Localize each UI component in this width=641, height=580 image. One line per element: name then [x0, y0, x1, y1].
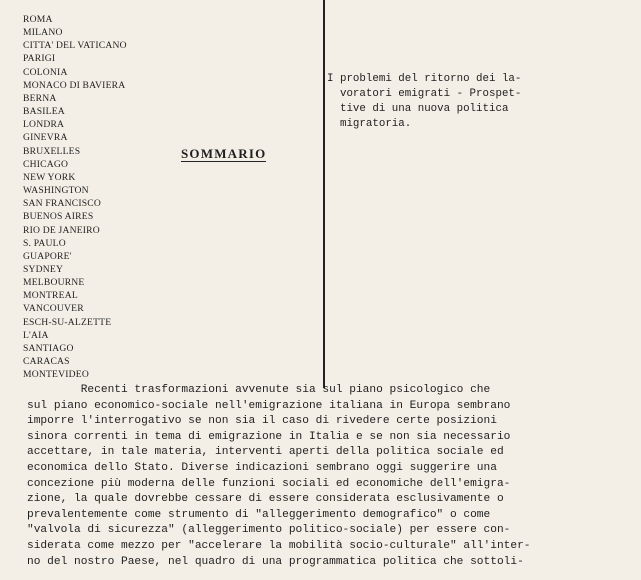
city-item: CARACAS [23, 356, 70, 368]
summary-line: tive di una nuova politica [327, 103, 509, 115]
city-item: ESCH-SU-ALZETTE [23, 316, 112, 328]
city-item: SYDNEY [23, 263, 64, 275]
city-item: SAN FRANCISCO [23, 198, 102, 210]
city-item: ROMA [23, 14, 53, 25]
city-item: VANCOUVER [23, 303, 84, 315]
summary-line: migratoria. [327, 118, 412, 130]
city-item: BERNA [23, 92, 57, 104]
sommario-heading: SOMMARIO [181, 146, 267, 161]
city-item: NEW YORK [23, 171, 76, 183]
body-line: Recenti trasformazioni avvenute sia sul piano psicologico che [27, 384, 491, 396]
body-line: accettare, in tale materia, interventi aperti della politica sociale ed [27, 446, 504, 459]
body-line: concezione più moderna delle funzioni sociali ed economiche dell'emigra- [27, 477, 511, 490]
city-item: MILANO [23, 27, 63, 39]
body-line: no del nostro Paese, nel quadro di una programmatica politica che sottoli- [27, 555, 524, 568]
city-item: RIO DE JANEIRO [23, 224, 100, 236]
city-item: L'AIA [23, 329, 49, 341]
city-item: COLONIA [23, 66, 68, 78]
city-item: GUAPORE' [23, 250, 72, 262]
city-item: LONDRA [23, 119, 65, 131]
city-item: CITTA' DEL VATICANO [23, 40, 127, 52]
body-line: prevalentemente come strumento di "alleggerimento demografico" o come [27, 508, 491, 521]
body-line: zione, la quale dovrebbe cessare di essere considerata esclusivamente o [27, 493, 504, 506]
summary-text [327, 72, 521, 132]
body-line: "valvola di sicurezza" (alleggerimento politico-sociale) per essere con- [27, 524, 511, 537]
city-item: SANTIAGO [23, 342, 74, 354]
city-item: MELBOURNE [23, 277, 85, 289]
body-line: sinora correnti in tema di emigrazione in Italia e se non sia necessario [27, 430, 511, 443]
city-item: MONACO DI BAVIERA [23, 79, 126, 91]
city-item: CHICAGO [23, 158, 69, 170]
city-item: GINEVRA [23, 132, 68, 144]
body-line: economica dello Stato. Diverse indicazioni sembrano oggi suggerire una [27, 461, 497, 474]
summary-line: voratori emigrati - Prospet- [327, 88, 522, 100]
column-divider [323, 0, 325, 388]
city-item: MONTREAL [23, 290, 78, 302]
body-line: imporre l'interrogativo se non sia il caso di rivedere certe posizioni [27, 415, 497, 428]
city-item: S. PAULO [23, 237, 66, 249]
body-line: siderata come mezzo per "accelerare la mobilità socio-culturale" all'inter- [27, 539, 531, 552]
city-item: PARIGI [23, 53, 56, 65]
body-text [27, 383, 531, 570]
city-item: BRUXELLES [23, 145, 81, 157]
city-item: BUENOS AIRES [23, 211, 94, 223]
city-item: MONTEVIDEO [23, 369, 89, 381]
city-item: WASHINGTON [23, 185, 89, 197]
body-line: sul piano economico-sociale nell'emigrazione italiana in Europa sembrano [27, 399, 511, 412]
city-list [23, 13, 127, 381]
city-item: BASILEA [23, 106, 65, 118]
summary-line: I problemi del ritorno dei la- [327, 73, 522, 85]
